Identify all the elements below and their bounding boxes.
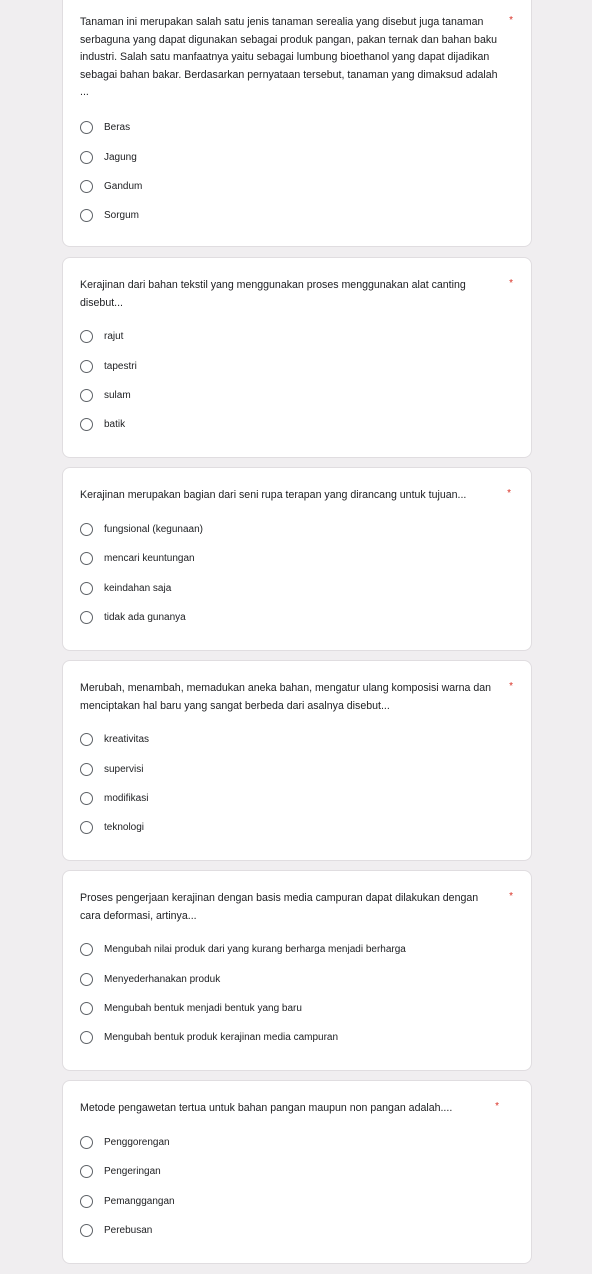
radio-button[interactable] <box>80 1002 93 1015</box>
radio-button[interactable] <box>80 582 93 595</box>
radio-button[interactable] <box>80 180 93 193</box>
radio-button[interactable] <box>80 121 93 134</box>
required-asterisk: * <box>507 488 511 499</box>
radio-button[interactable] <box>80 763 93 776</box>
option-label: fungsional (kegunaan) <box>104 524 203 535</box>
option-label: Mengubah nilai produk dari yang kurang berharga menjadi berharga <box>104 944 406 955</box>
radio-button[interactable] <box>80 523 93 536</box>
radio-button[interactable] <box>80 821 93 834</box>
radio-button[interactable] <box>80 330 93 343</box>
required-asterisk: * <box>495 1101 499 1112</box>
option-label: rajut <box>104 331 124 342</box>
option-label: tidak ada gunanya <box>104 612 186 623</box>
question-card-1 <box>62 0 532 247</box>
question-text: Merubah, menambah, memadukan aneka bahan, mengatur ulang komposisi warna dan menciptakan hal baru yang sangat berbeda dari asalnya disebut... <box>80 682 492 712</box>
radio-button[interactable] <box>80 1195 93 1208</box>
radio-button[interactable] <box>80 943 93 956</box>
option-label: batik <box>104 419 126 430</box>
question-text: Proses pengerjaan kerajinan dengan basis media campuran dapat dilakukan dengan cara deformasi, artinya... <box>80 892 479 922</box>
option-label: Perebusan <box>104 1225 153 1236</box>
question-card-5 <box>62 870 532 1071</box>
question-text: Metode pengawetan tertua untuk bahan pangan maupun non pangan adalah.... <box>80 1102 453 1114</box>
radio-button[interactable] <box>80 973 93 986</box>
question-card-2 <box>62 257 532 458</box>
radio-button[interactable] <box>80 611 93 624</box>
radio-button[interactable] <box>80 1224 93 1237</box>
question-card-6 <box>62 1080 532 1264</box>
radio-button[interactable] <box>80 552 93 565</box>
option-label: Menyederhanakan produk <box>104 974 221 985</box>
option-label: supervisi <box>104 764 144 775</box>
radio-button[interactable] <box>80 360 93 373</box>
option-label: Gandum <box>104 181 143 192</box>
radio-button[interactable] <box>80 1165 93 1178</box>
radio-button[interactable] <box>80 1031 93 1044</box>
question-text: Kerajinan merupakan bagian dari seni rupa terapan yang dirancang untuk tujuan... <box>80 489 467 501</box>
option-label: keindahan saja <box>104 583 172 594</box>
option-label: Beras <box>104 122 131 133</box>
option-label: sulam <box>104 390 131 401</box>
radio-button[interactable] <box>80 389 93 402</box>
option-label: Penggorengan <box>104 1137 170 1148</box>
option-label: Mengubah bentuk produk kerajinan media campuran <box>104 1032 339 1043</box>
required-asterisk: * <box>509 278 513 289</box>
option-label: tapestri <box>104 361 137 372</box>
option-label: kreativitas <box>104 734 150 745</box>
question-card-3 <box>62 467 532 651</box>
radio-button[interactable] <box>80 418 93 431</box>
option-label: Jagung <box>104 152 137 163</box>
option-label: mencari keuntungan <box>104 553 195 564</box>
radio-button[interactable] <box>80 792 93 805</box>
radio-button[interactable] <box>80 209 93 222</box>
option-label: Pemanggangan <box>104 1196 175 1207</box>
required-asterisk: * <box>509 15 513 26</box>
radio-button[interactable] <box>80 733 93 746</box>
radio-button[interactable] <box>80 151 93 164</box>
question-card-4 <box>62 660 532 861</box>
question-text: Kerajinan dari bahan tekstil yang menggunakan proses menggunakan alat canting disebut... <box>80 279 466 309</box>
required-asterisk: * <box>509 681 513 692</box>
option-label: Mengubah bentuk menjadi bentuk yang baru <box>104 1003 302 1014</box>
radio-button[interactable] <box>80 1136 93 1149</box>
question-text: Tanaman ini merupakan salah satu jenis tanaman serealia yang disebut juga tanaman serbaguna yang dapat digunakan sebagai produk pangan, pakan ternak dan bahan baku industri. Salah satu manfaatnya yaitu sebagai lumbung bioethanol yang dapat dijadikan sebagai bahan bakar. Berdasarkan pernyataan tersebut, tanaman yang dimaksud adalah ... <box>80 16 498 98</box>
required-asterisk: * <box>509 891 513 902</box>
option-label: Pengeringan <box>104 1166 161 1177</box>
option-label: modifikasi <box>104 793 149 804</box>
option-label: teknologi <box>104 822 145 833</box>
option-label: Sorgum <box>104 210 140 221</box>
